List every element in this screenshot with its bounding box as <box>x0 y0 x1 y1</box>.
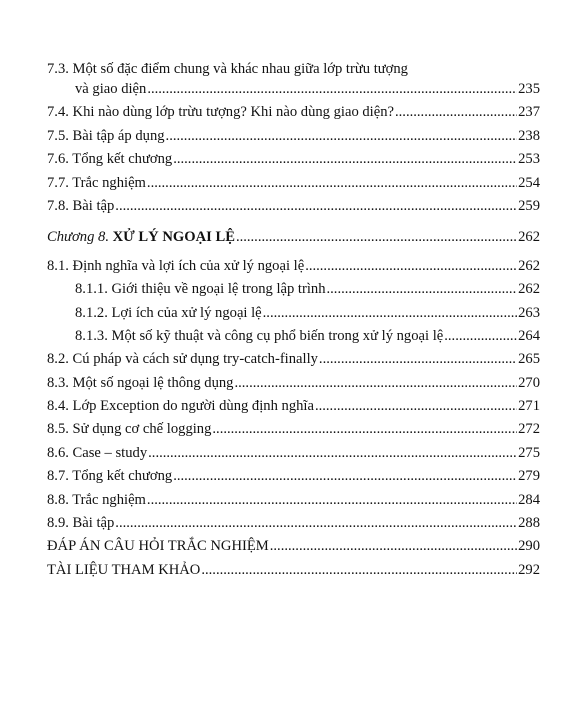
toc-entry-8-1-3[interactable] <box>47 325 540 348</box>
toc-entry-label: 8.9. Bài tập <box>47 515 115 532</box>
toc-leader-dots <box>173 465 517 488</box>
toc-page-number: 262 <box>518 281 540 298</box>
toc-leader-dots <box>327 278 518 301</box>
toc-page-number: 262 <box>518 229 540 246</box>
toc-entry-7-5[interactable] <box>47 125 540 148</box>
toc-entry-8-5[interactable] <box>47 418 540 441</box>
toc-page-number: 292 <box>518 561 540 578</box>
toc-page-number: 275 <box>518 444 540 461</box>
toc-page-number: 270 <box>518 374 540 391</box>
toc-leader-dots <box>115 512 517 535</box>
toc-entry-label: và giao diện <box>75 81 147 97</box>
toc-entry-8-9[interactable] <box>47 512 540 535</box>
toc-page-number: 237 <box>518 104 540 121</box>
toc-leader-dots <box>270 535 517 558</box>
toc-entry-label: TÀI LIỆU THAM KHẢO <box>47 561 201 578</box>
toc-chapter-8[interactable] <box>47 226 540 249</box>
toc-page-number: 262 <box>518 257 540 274</box>
toc-entry-label: 8.7. Tổng kết chương <box>47 468 173 485</box>
toc-entry-8-1-2[interactable] <box>47 302 540 325</box>
toc-entry-8-4[interactable] <box>47 395 540 418</box>
toc-page-number: 235 <box>518 81 540 97</box>
toc-page-number: 263 <box>518 304 540 321</box>
toc-entry-8-2[interactable] <box>47 348 540 371</box>
toc-page-number: 272 <box>518 421 540 438</box>
toc-leader-dots <box>263 302 517 325</box>
toc-leader-dots <box>212 418 517 441</box>
toc-leader-dots <box>201 559 517 582</box>
toc-leader-dots <box>147 489 517 512</box>
toc-entry-7-3-line1[interactable] <box>47 58 540 78</box>
toc-entry-label: 8.3. Một số ngoại lệ thông dụng <box>47 374 234 391</box>
toc-entry-label: 7.3. Một số đặc điểm chung và khác nhau giữa lớp trừu tượng <box>47 61 408 77</box>
chapter-title: XỬ LÝ NGOẠI LỆ <box>112 229 235 246</box>
toc-leader-dots <box>173 148 517 171</box>
toc-entry-label: 7.6. Tổng kết chương <box>47 151 173 168</box>
toc-entry-7-4[interactable] <box>47 101 540 124</box>
toc-leader-dots <box>234 372 517 395</box>
toc-page-number: 264 <box>518 327 540 344</box>
toc-entry-label: 8.1.1. Giới thiệu về ngoại lệ trong lập trình <box>75 281 326 298</box>
toc-entry-7-7[interactable] <box>47 172 540 195</box>
toc-leader-dots <box>444 325 517 348</box>
toc-leader-dots <box>147 172 517 195</box>
toc-entry-label: 7.7. Trắc nghiệm <box>47 174 146 191</box>
toc-entry-8-7[interactable] <box>47 465 540 488</box>
toc-entry-label: 7.5. Bài tập áp dụng <box>47 127 165 144</box>
toc-entry-label: 8.1.3. Một số kỹ thuật và công cụ phổ biến trong xử lý ngoại lệ <box>75 327 444 344</box>
toc-leader-dots <box>315 395 517 418</box>
toc-entry-8-1[interactable] <box>47 255 540 278</box>
toc-entry-8-8[interactable] <box>47 489 540 512</box>
toc-leader-dots <box>115 195 517 218</box>
toc-page-number: 254 <box>518 174 540 191</box>
toc-entry-label: 8.1. Định nghĩa và lợi ích của xử lý ngoại lệ <box>47 257 305 274</box>
toc-leader-dots <box>148 442 517 465</box>
toc-chapter-label <box>47 226 236 249</box>
table-of-contents <box>47 58 540 582</box>
toc-entry-8-6[interactable] <box>47 442 540 465</box>
toc-page-number: 271 <box>518 398 540 415</box>
toc-entry-7-8[interactable] <box>47 195 540 218</box>
toc-page-number: 265 <box>518 351 540 368</box>
toc-page-number: 238 <box>518 127 540 144</box>
toc-page-number: 288 <box>518 515 540 532</box>
toc-entry-8-3[interactable] <box>47 372 540 395</box>
chapter-prefix: Chương 8. <box>47 229 113 246</box>
toc-entry-7-6[interactable] <box>47 148 540 171</box>
toc-entry-label: 8.6. Case – study <box>47 444 148 461</box>
toc-leader-dots <box>166 125 518 148</box>
toc-entry-label: 7.8. Bài tập <box>47 197 115 214</box>
toc-leader-dots <box>395 101 517 124</box>
toc-leader-dots <box>147 78 517 101</box>
toc-page-number: 284 <box>518 491 540 508</box>
toc-entry-references[interactable] <box>47 559 540 582</box>
toc-entry-label: 8.2. Cú pháp và cách sử dụng try-catch-finally <box>47 351 318 368</box>
toc-page-number: 253 <box>518 151 540 168</box>
toc-page-number: 290 <box>518 538 540 555</box>
toc-entry-answers[interactable] <box>47 535 540 558</box>
toc-entry-8-1-1[interactable] <box>47 278 540 301</box>
toc-entry-label: 8.4. Lớp Exception do người dùng định nghĩa <box>47 398 314 415</box>
toc-entry-label: 8.1.2. Lợi ích của xử lý ngoại lệ <box>75 304 262 321</box>
toc-entry-7-3-line2[interactable] <box>47 78 540 101</box>
toc-entry-label: 8.8. Trắc nghiệm <box>47 491 146 508</box>
toc-entry-label: 7.4. Khi nào dùng lớp trừu tượng? Khi nào dùng giao diện? <box>47 104 394 121</box>
toc-entry-label: ĐÁP ÁN CÂU HỎI TRẮC NGHIỆM <box>47 538 269 555</box>
toc-page-number: 259 <box>518 197 540 214</box>
toc-leader-dots <box>236 226 517 249</box>
toc-page-number: 279 <box>518 468 540 485</box>
toc-entry-label: 8.5. Sử dụng cơ chế logging <box>47 421 212 438</box>
toc-leader-dots <box>319 348 517 371</box>
toc-leader-dots <box>305 255 517 278</box>
